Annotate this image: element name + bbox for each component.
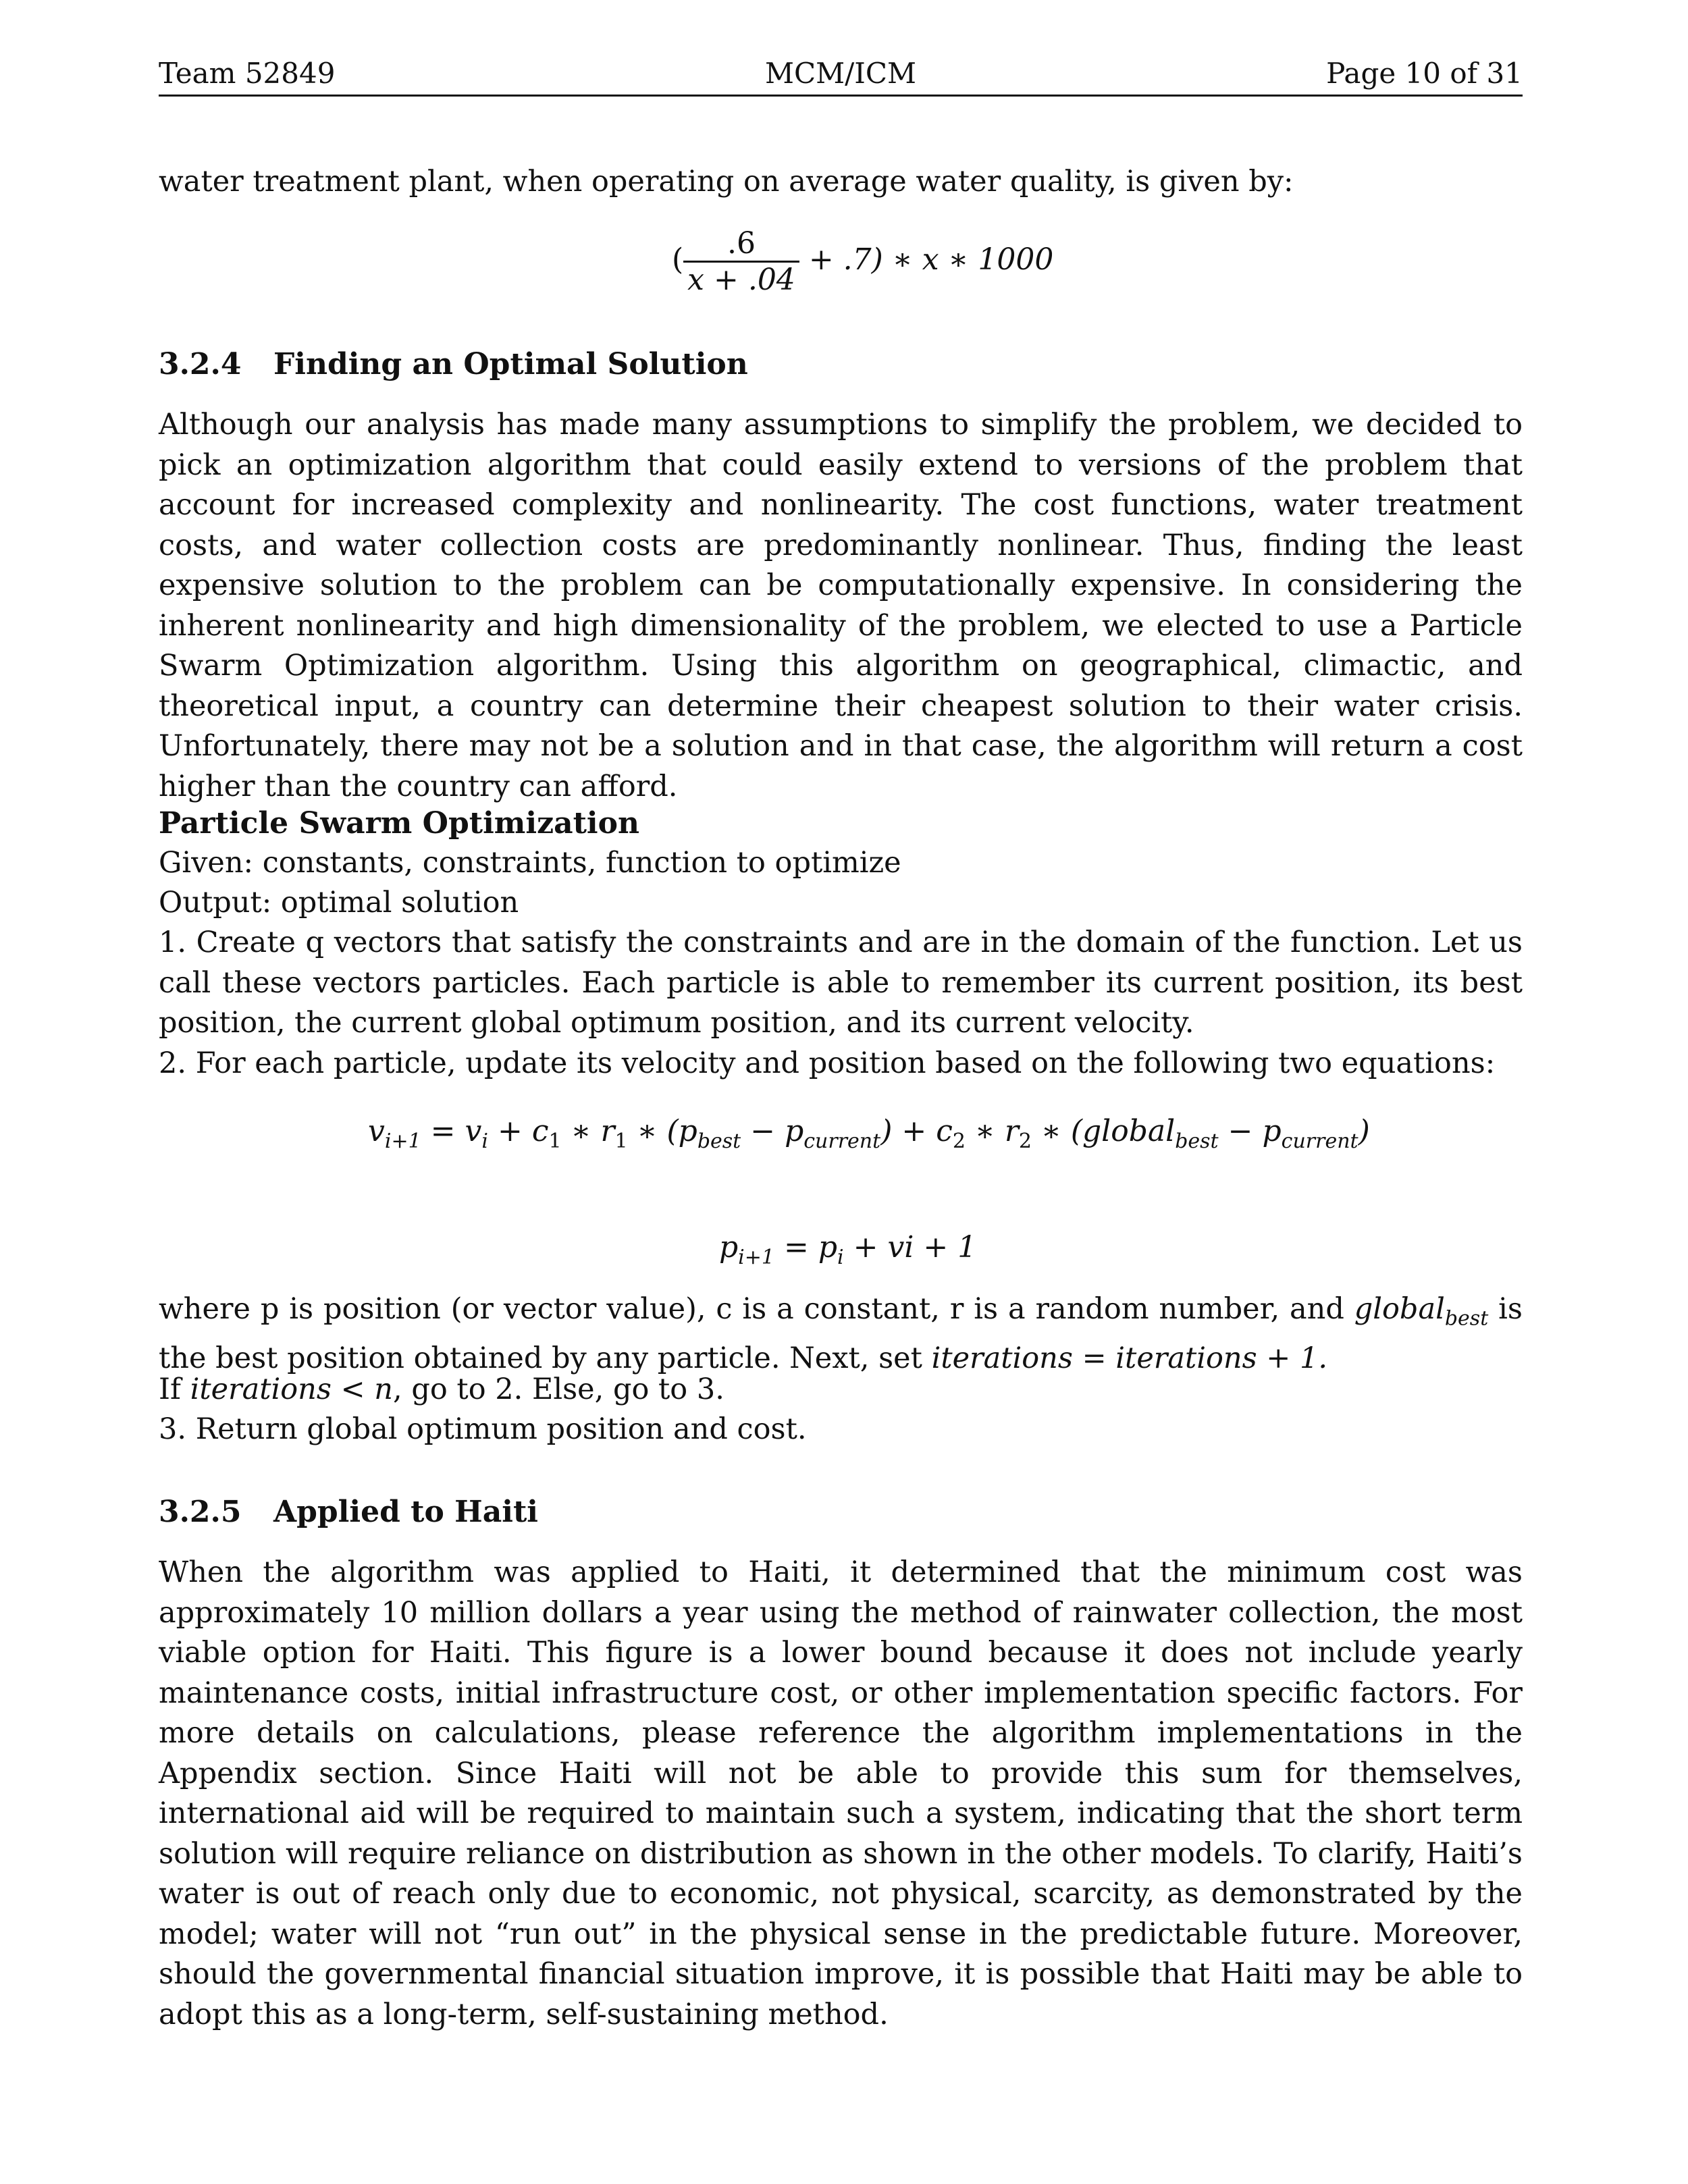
eq3-rest-a: = p xyxy=(774,1230,838,1264)
eq2-r1: ∗ r xyxy=(561,1114,615,1148)
eq2-plus-c2: ) + c xyxy=(880,1114,953,1148)
header-page-number: Page 10 of 31 xyxy=(1326,57,1523,90)
eq3-sub-i: i xyxy=(837,1245,844,1269)
if-text-a: If xyxy=(159,1373,190,1406)
eq1-numerator: .6 xyxy=(683,226,799,263)
running-header xyxy=(159,53,1523,97)
equation-velocity-update xyxy=(368,1114,1370,1153)
pso-step-2: 2. For each particle, update its velocity and position based on the following two equations: xyxy=(159,1046,1496,1080)
eq1-fraction xyxy=(683,226,799,297)
eq2-minus-p: − p xyxy=(741,1114,804,1148)
where-text-a: where p is position (or vector value), c is a constant, r is a random number, and xyxy=(159,1292,1354,1326)
pso-output: Output: optimal solution xyxy=(159,886,519,920)
eq2-pbest: ∗ (p xyxy=(627,1114,697,1148)
where-iterations: iterations = iterations + 1. xyxy=(931,1341,1328,1376)
eq1-tail: + .7) ∗ x ∗ 1000 xyxy=(808,242,1054,277)
pso-condition xyxy=(159,1370,1523,1410)
pso-step-3: 3. Return global optimum position and cost. xyxy=(159,1412,807,1446)
eq2-sub-2: 2 xyxy=(952,1129,966,1153)
section-title: Applied to Haiti xyxy=(273,1495,539,1529)
eq2-r2: ∗ r xyxy=(965,1114,1019,1148)
section-number: 3.2.4 xyxy=(159,347,242,381)
eq3-sub: i+1 xyxy=(738,1245,774,1269)
eq2-sub-2b: 2 xyxy=(1018,1129,1032,1153)
eq2-sub-current2: current xyxy=(1281,1129,1359,1153)
section-3-2-5-paragraph: When the algorithm was applied to Haiti, it determined that the minimum cost was approximately 10 million dollars a year using the method of rainwater collection, the most viable option for Haiti. This figure is a lower bound because it does not include yearly maintenance costs, initial infrastructure cost, or other implementation specific factors. For more details on calculations, please reference the algorithm implementations in the Appendix section. Since Haiti will not be able to provide this sum for themselves, international aid will be required to maintain such a system, indicating that the short term solution will require reliance on distribution as shown in the other models. To clarify, Haiti’s water is out of reach only due to economic, not physical, scarcity, as demonstrated by the model; water will not “run out” in the physical sense in the predictable future. Moreover, should the governmental financial situation improve, it is possible that Haiti may be able to adopt this as a long-term, self-sustaining method. xyxy=(159,1555,1523,2031)
eq2-sub-1: 1 xyxy=(548,1129,562,1153)
eq2-plus-c1: + c xyxy=(488,1114,549,1148)
where-best-sub: best xyxy=(1444,1306,1489,1331)
eq1-open: ( xyxy=(672,242,684,277)
eq2-sub: i+1 xyxy=(384,1129,421,1153)
where-text-b: is the best position obtained by any particle. Next, set xyxy=(159,1292,1523,1376)
pso-title: Particle Swarm Optimization xyxy=(159,806,639,841)
section-3-2-4-paragraph: Although our analysis has made many assumptions to simplify the problem, we decided to pick an optimization algorithm that could easily extend to versions of the problem that account for increased complexity and nonlinearity. The cost functions, water treatment costs, and water collection costs are predominantly nonlinear. Thus, finding the least expensive solution to the problem can be computationally expensive. In considering the inherent nonlinearity and high dimensionality of the problem, we elected to use a Particle Swarm Optimization algorithm. Using this algorithm on geographical, climactic, and theoretical input, a country can determine their cheapest solution to their water crisis. Unfortunately, there may not be a solution and in that case, the algorithm will return a cost higher than the country can afford. xyxy=(159,408,1523,803)
eq2-vi: v xyxy=(465,1114,482,1148)
intro-line: water treatment plant, when operating on average water quality, is given by: xyxy=(159,165,1294,198)
section-number: 3.2.5 xyxy=(159,1495,242,1529)
equation-position-update xyxy=(719,1230,976,1269)
eq2-sub-current: current xyxy=(803,1129,881,1153)
section-3-2-4-heading xyxy=(159,344,748,385)
eq2-global: ∗ (global xyxy=(1031,1114,1176,1148)
eq2-sub-best2: best xyxy=(1175,1129,1219,1153)
header-title: MCM/ICM xyxy=(764,57,917,90)
eq1-denominator: x + .04 xyxy=(687,263,795,297)
eq2-sub-1b: 1 xyxy=(614,1129,628,1153)
eq2-sub-best: best xyxy=(697,1129,741,1153)
eq3-rest-b: + vi + 1 xyxy=(843,1230,977,1264)
if-math: iterations < n xyxy=(190,1373,393,1406)
pso-where-clause xyxy=(159,1289,1523,1379)
eq3-p: p xyxy=(719,1230,739,1264)
eq2-v: v xyxy=(368,1114,385,1148)
eq2-minus-p2: − p xyxy=(1218,1114,1282,1148)
if-text-b: , go to 2. Else, go to 3. xyxy=(393,1373,724,1406)
equation-treatment-cost xyxy=(672,226,1053,297)
pso-step-1: 1. Create q vectors that satisfy the constraints and are in the domain of the function. Let us call these vectors particles. Each particle is able to remember its current position, its best position, the current global optimum position, and its current velocity. xyxy=(159,926,1523,1040)
eq2-equals: = xyxy=(421,1114,465,1148)
section-title: Finding an Optimal Solution xyxy=(273,347,748,381)
header-team: Team 52849 xyxy=(159,57,336,90)
eq2-sub-i: i xyxy=(481,1129,488,1153)
section-3-2-5-heading xyxy=(159,1492,538,1533)
where-global: global xyxy=(1354,1292,1445,1326)
pso-given: Given: constants, constraints, function to optimize xyxy=(159,846,901,880)
eq2-close: ) xyxy=(1358,1114,1370,1148)
